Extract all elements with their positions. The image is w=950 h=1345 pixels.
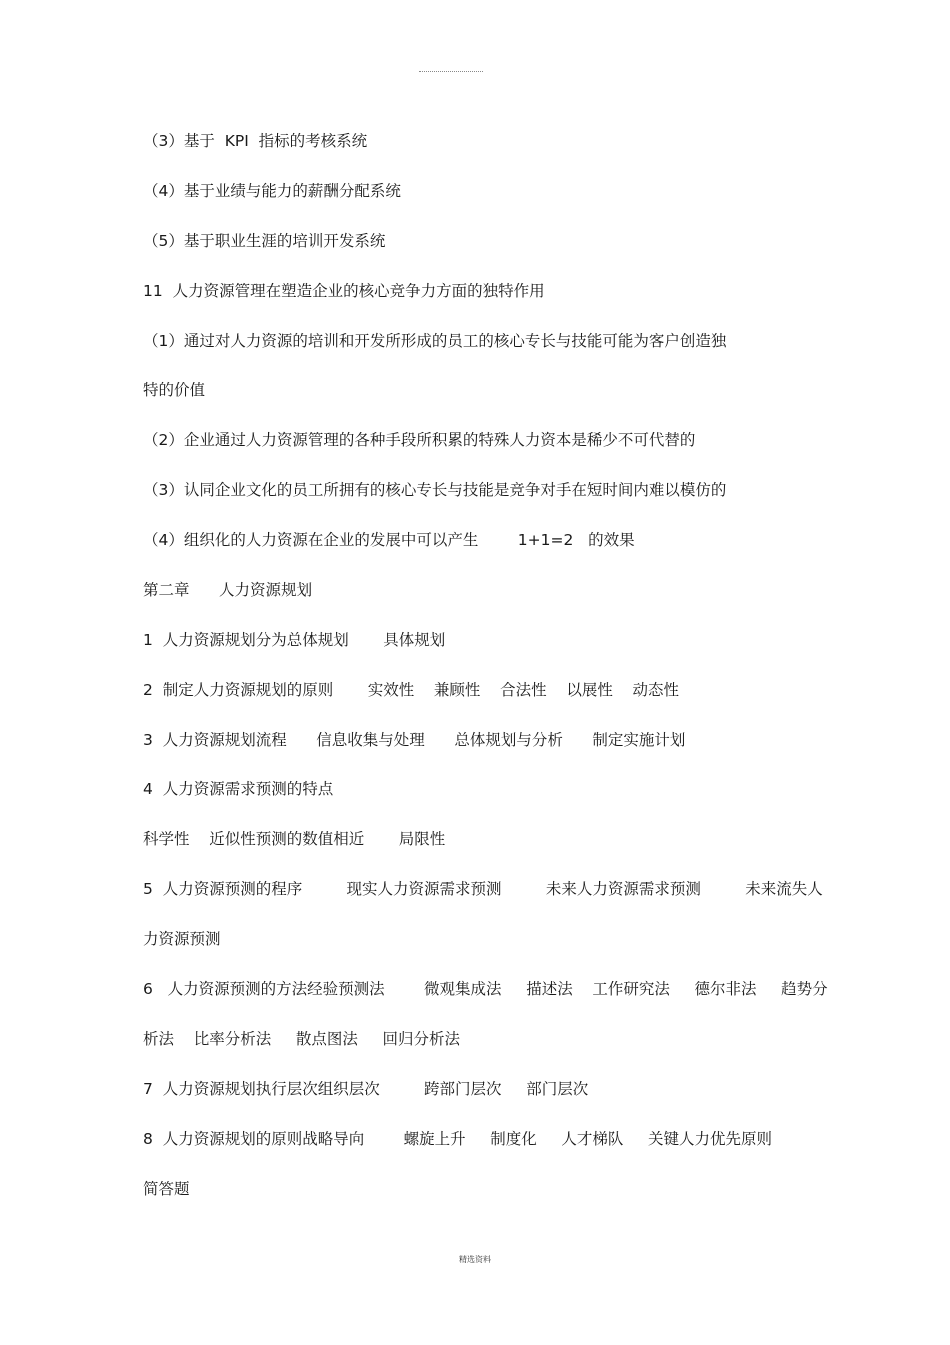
text-line: （4）组织化的人力资源在企业的发展中可以产生 1+1=2 的效果 xyxy=(143,531,635,549)
chapter-heading: 第二章 人力资源规划 xyxy=(143,581,313,599)
text-line: 2 制定人力资源规划的原则 实效性 兼顾性 合法性 以展性 动态性 xyxy=(143,681,680,699)
text-line: （2）企业通过人力资源管理的各种手段所积累的特殊人力资本是稀少不可代替的 xyxy=(143,431,696,449)
text-line: 4 人力资源需求预测的特点 xyxy=(143,780,334,798)
text-line: （3）基于 KPI 指标的考核系统 xyxy=(143,132,368,150)
text-line: 8 人力资源规划的原则战略导向 螺旋上升 制度化 人才梯队 关键人力优先原则 xyxy=(143,1130,773,1148)
section-heading: 简答题 xyxy=(143,1180,190,1198)
text-line: （3）认同企业文化的员工所拥有的核心专长与技能是竞争对手在短时间内难以模仿的 xyxy=(143,481,727,499)
text-line: 科学性 近似性预测的数值相近 局限性 xyxy=(143,830,446,848)
text-line: （4）基于业绩与能力的薪酬分配系统 xyxy=(143,182,401,200)
text-line: 特的价值 xyxy=(143,381,206,399)
text-line: 3 人力资源规划流程 信息收集与处理 总体规划与分析 制定实施计划 xyxy=(143,731,686,749)
header-divider xyxy=(419,71,483,72)
text-line: 力资源预测 xyxy=(143,930,221,948)
text-line: 析法 比率分析法 散点图法 回归分析法 xyxy=(143,1030,460,1048)
text-line: 6 人力资源预测的方法经验预测法 微观集成法 描述法 工作研究法 德尔非法 趋势分 xyxy=(143,980,828,998)
text-line: 7 人力资源规划执行层次组织层次 跨部门层次 部门层次 xyxy=(143,1080,589,1098)
text-line: （1）通过对人力资源的培训和开发所形成的员工的核心专长与技能可能为客户创造独 xyxy=(143,332,727,350)
text-line: 11 人力资源管理在塑造企业的核心竞争力方面的独特作用 xyxy=(143,282,545,300)
text-line: （5）基于职业生涯的培训开发系统 xyxy=(143,232,386,250)
page-footer: 精选资料 xyxy=(459,1255,491,1264)
text-line: 5 人力资源预测的程序 现实人力资源需求预测 未来人力资源需求预测 未来流失人 xyxy=(143,880,823,898)
text-line: 1 人力资源规划分为总体规划 具体规划 xyxy=(143,631,446,649)
